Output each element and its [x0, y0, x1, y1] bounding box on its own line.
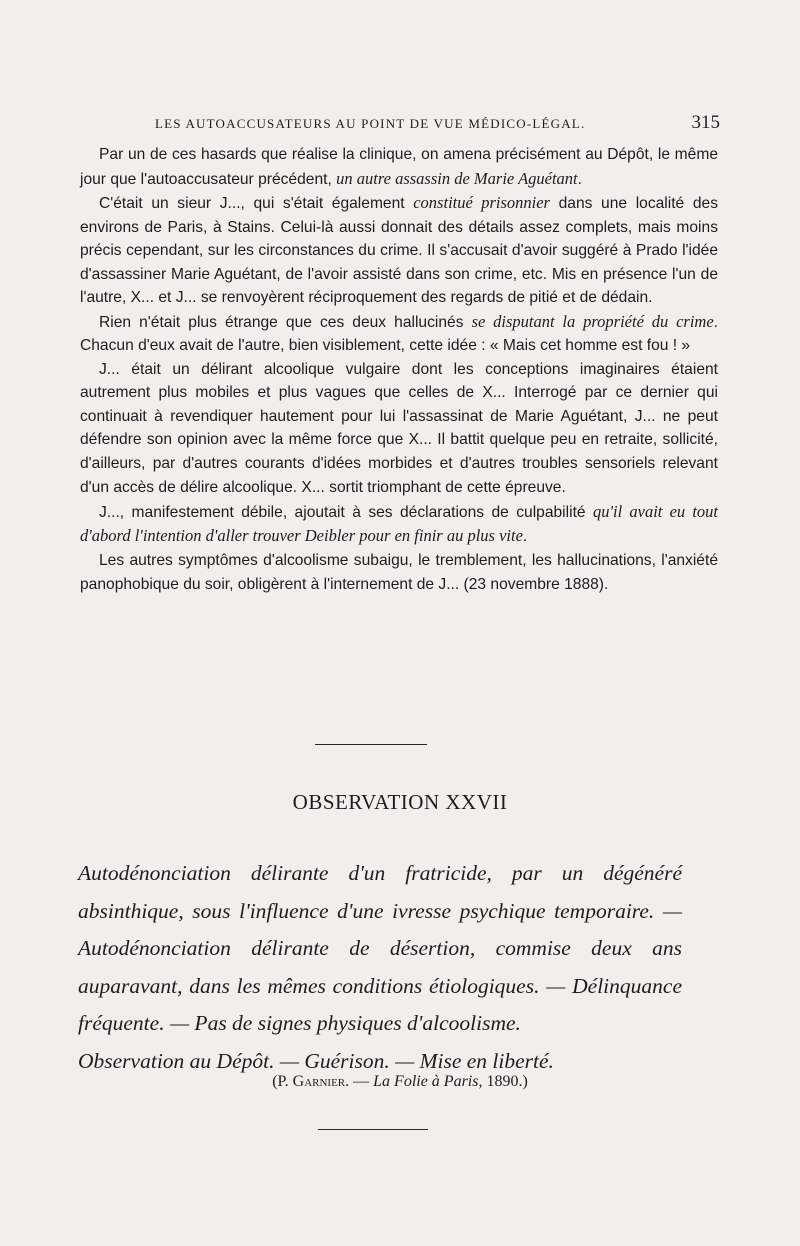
paragraph: Rien n'était plus étrange que ces deux hallucinés se disputant la propriété du crime. Chacun d'eux avait de l'autre, bien visiblement, cette idée : « Mais cet homme est fou ! » [80, 311, 718, 354]
section-divider-rule [315, 744, 427, 745]
source-citation: (P. Garnier. — La Folie à Paris, 1890.) [272, 1073, 528, 1090]
paragraph: Les autres symptômes d'alcoolisme subaigu, le tremblement, les hallucinations, l'anxiété panophobique du soir, obligèrent à l'internement de J... (23 novembre 1888). [80, 551, 718, 593]
observation-title: OBSERVATION XXVII [292, 790, 508, 814]
paragraph: Par un de ces hasards que réalise la clinique, on amena précisément au Dépôt, le même jour que l'autoaccusateur précédent, un autre assassin de Marie Aguétant. [80, 146, 718, 188]
work-title: La Folie à Paris [373, 1073, 479, 1090]
paragraph: C'était un sieur J..., qui s'était également constitué prisonnier dans une localité des environs de Paris, à Stains. Celui-là aussi donnait des détails assez complets, mais moins précis cependant, sur les circonstances du crime. Il s'accusait d'avoir suggéré à Prado l'idée d'assassiner Marie Aguétant, de l'avoir assisté dans son crime, etc. Mis en présence l'un de l'autre, X... et J... se renvoyèrent réciproquement des regards de pitié et de dédain. [80, 193, 718, 306]
running-head: LES AUTOACCUSATEURS AU POINT DE VUE MÉDICO-LÉGAL. [155, 116, 586, 131]
summary-text: Autodénonciation délirante d'un fratricide, par un dégénéré absinthique, sous l'influence d'une ivresse psychique temporaire. — Autodénonciation délirante de désertion, commise deux ans auparavant, dans les mêmes conditions étiologiques. — Délinquance fréquente. — Pas de signes physiques d'alcoolisme. [78, 861, 682, 1035]
page-header [80, 112, 720, 136]
paragraph: J..., manifestement débile, ajoutait à ses déclarations de culpabilité qu'il avait eu tout d'abord l'intention d'aller trouver Deibler pour en finir au plus vite. [80, 501, 719, 545]
page-number: 315 [691, 112, 720, 133]
paragraph: J... était un délirant alcoolique vulgaire dont les conceptions imaginaires étaient autrement plus mobiles et plus vagues que celles de X... Interrogé par ce dernier qui continuait à revendiquer hautement pour lui l'assassinat de Marie Aguétant, J... ne peut défendre son opinion avec la même force que X... Il battit quelque peu en retraite, sollicité, d'ailleurs, par d'autres courants d'idées morbides et d'autres troubles sensoriels relevant d'un accès de délire alcoolique. X... sortit triomphant de cette épreuve. [80, 360, 718, 496]
author-name: Garnier [292, 1073, 346, 1090]
body-text [80, 143, 718, 597]
observation-summary [78, 855, 682, 1080]
end-rule [318, 1129, 428, 1130]
summary-last-line: Observation au Dépôt. — Guérison. — Mise en liberté. [78, 1048, 554, 1073]
